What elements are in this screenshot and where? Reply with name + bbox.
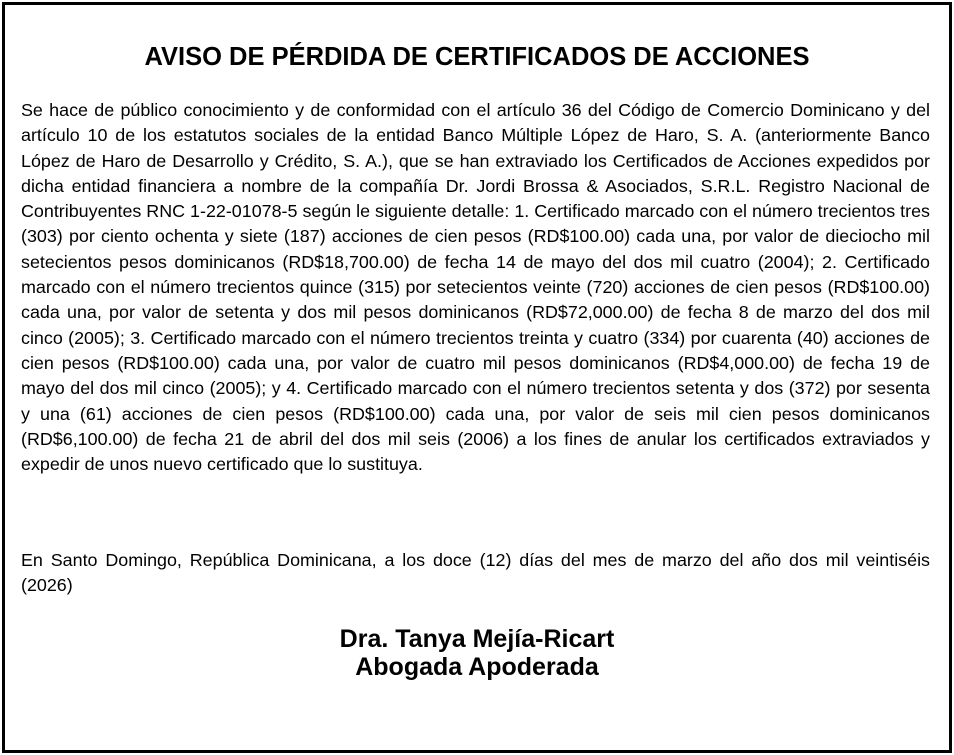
- notice-body-paragraph: Se hace de público conocimiento y de conformidad con el artículo 36 del Código de Comercio Dominicano y del artículo 10 de los estatutos sociales de la entidad Banco Múltiple López de Haro, S. A. (anteriormente Banco López de Haro de Desarrollo y Crédito, S. A.), que se han extraviado los Certificados de Acciones expedidos por dicha entidad financiera a nombre de la compañía Dr. Jordi Brossa & Asociados, S.R.L. Registro Nacional de Contribuyentes RNC 1-22-01078-5 según le siguiente detalle: 1. Certificado marcado con el número trecientos tres (303) por ciento ochenta y siete (187) acciones de cien pesos (RD$100.00) cada una, por valor de dieciocho mil setecientos pesos dominicanos (RD$18,700.00) de fecha 14 de mayo del dos mil cuatro (2004); 2. Certificado marcado con el número trecientos quince (315) por setecientos veinte (720) acciones de cien pesos (RD$100.00) cada una, por valor de setenta y dos mil pesos dominicanos (RD$72,000.00) de fecha 8 de marzo del dos mil cinco (2005); 3. Certificado marcado con el número trecientos treinta y cuatro (334) por cuarenta (40) acciones de cien pesos (RD$100.00) cada una, por valor de cuatro mil pesos dominicanos (RD$4,000.00) de fecha 19 de mayo del dos mil cinco (2005); y 4. Certificado marcado con el número trecientos setenta y dos (372) por sesenta y una (61) acciones de cien pesos (RD$100.00) cada una, por valor de seis mil cien pesos dominicanos (RD$6,100.00) de fecha 21 de abril del dos mil seis (2006) a los fines de anular los certificados extraviados y expedir de unos nuevo certificado que lo sustituya.: [21, 100, 930, 475]
- signature-role: Abogada Apoderada: [355, 653, 599, 681]
- notice-frame: [2, 2, 952, 753]
- signature-block: [5, 625, 949, 681]
- notice-date-paragraph: En Santo Domingo, República Dominicana, a los doce (12) días del mes de marzo del año dos mil veintiséis (2026): [21, 550, 930, 596]
- notice-title: AVISO DE PÉRDIDA DE CERTIFICADOS DE ACCIONES: [144, 43, 810, 71]
- signature-name: Dra. Tanya Mejía-Ricart: [339, 625, 615, 653]
